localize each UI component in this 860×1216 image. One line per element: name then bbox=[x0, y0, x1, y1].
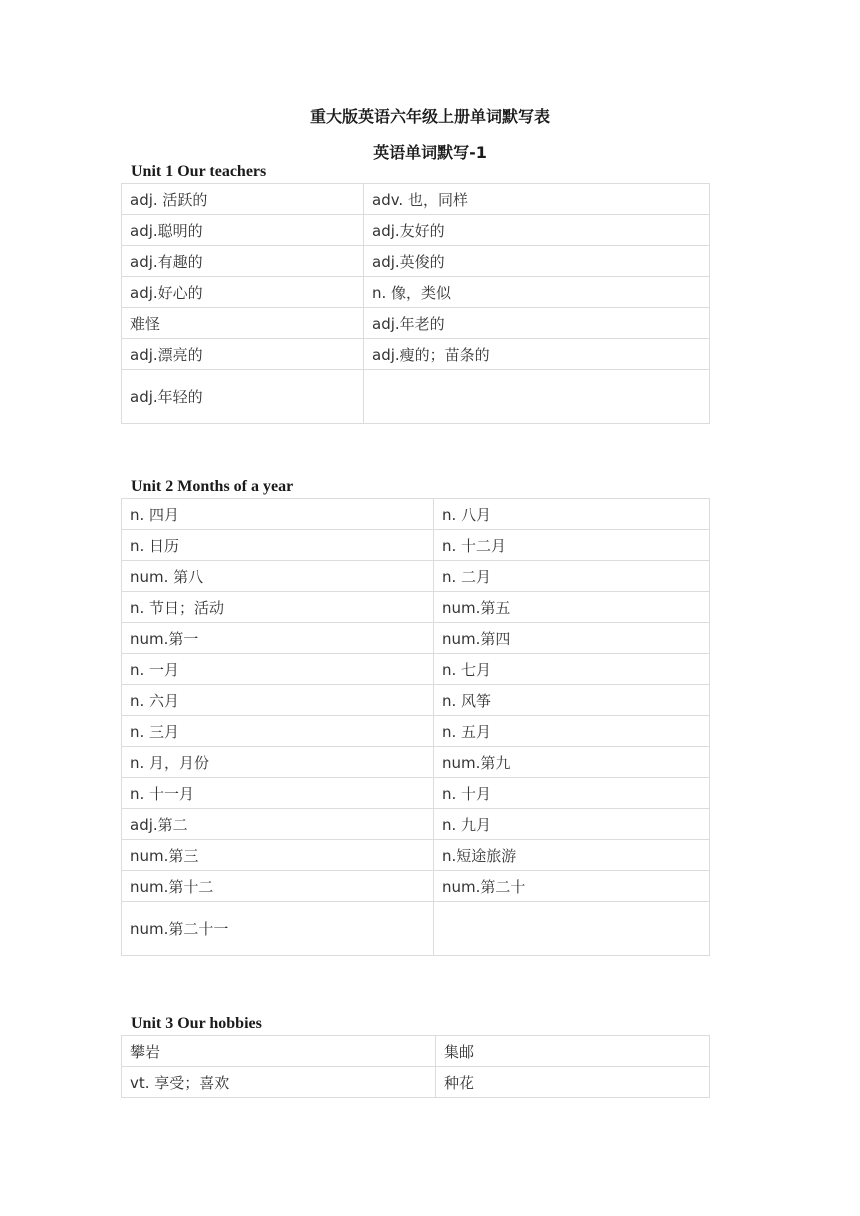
table-row bbox=[122, 1067, 710, 1098]
table-cell: adj.聪明的 bbox=[122, 215, 364, 246]
table-row bbox=[122, 840, 710, 871]
table-row bbox=[122, 308, 710, 339]
table-cell: adj.瘦的；苗条的 bbox=[364, 339, 710, 370]
table-cell: vt. 享受；喜欢 bbox=[122, 1067, 436, 1098]
table-cell: n. 日历 bbox=[122, 530, 434, 561]
table-cell: adj.第二 bbox=[122, 809, 434, 840]
table-cell: num.第三 bbox=[122, 840, 434, 871]
table-cell: n. 三月 bbox=[122, 716, 434, 747]
table-cell: adj.好心的 bbox=[122, 277, 364, 308]
table-cell: num.第五 bbox=[434, 592, 710, 623]
table-row bbox=[122, 685, 710, 716]
table-cell: adj.漂亮的 bbox=[122, 339, 364, 370]
table-row bbox=[122, 871, 710, 902]
table-cell: adj. 活跃的 bbox=[122, 184, 364, 215]
table-cell: n. 十月 bbox=[434, 778, 710, 809]
table-cell: n. 一月 bbox=[122, 654, 434, 685]
table-cell: num.第十二 bbox=[122, 871, 434, 902]
table-cell: n. 八月 bbox=[434, 499, 710, 530]
table-cell: n. 五月 bbox=[434, 716, 710, 747]
table-cell: n. 像，类似 bbox=[364, 277, 710, 308]
table-row bbox=[122, 370, 710, 424]
table-cell: num.第九 bbox=[434, 747, 710, 778]
unit-3-heading: Unit 3 Our hobbies bbox=[131, 1015, 262, 1032]
document-title: 重大版英语六年级上册单词默写表 bbox=[309, 107, 550, 126]
table-row bbox=[122, 902, 710, 956]
unit-2-vocab-table bbox=[121, 498, 710, 956]
unit-3-vocab-table bbox=[121, 1035, 710, 1098]
table-cell: n. 十一月 bbox=[122, 778, 434, 809]
table-row bbox=[122, 654, 710, 685]
table-row bbox=[122, 561, 710, 592]
table-row bbox=[122, 499, 710, 530]
table-row bbox=[122, 592, 710, 623]
table-cell: num.第一 bbox=[122, 623, 434, 654]
unit-1-heading: Unit 1 Our teachers bbox=[131, 163, 267, 180]
table-cell: adj.年老的 bbox=[364, 308, 710, 339]
table-cell: 集邮 bbox=[436, 1036, 710, 1067]
table-cell: n. 四月 bbox=[122, 499, 434, 530]
table-row bbox=[122, 716, 710, 747]
table-row bbox=[122, 246, 710, 277]
table-cell: num.第二十一 bbox=[122, 902, 434, 956]
table-cell: n. 七月 bbox=[434, 654, 710, 685]
table-row bbox=[122, 1036, 710, 1067]
table-row bbox=[122, 530, 710, 561]
table-cell: adj.年轻的 bbox=[122, 370, 364, 424]
table-cell-blank bbox=[434, 902, 710, 956]
table-cell: n.短途旅游 bbox=[434, 840, 710, 871]
table-cell: n. 十二月 bbox=[434, 530, 710, 561]
table-row bbox=[122, 747, 710, 778]
table-cell: adv. 也，同样 bbox=[364, 184, 710, 215]
table-cell: num.第四 bbox=[434, 623, 710, 654]
table-cell: n. 九月 bbox=[434, 809, 710, 840]
table-row bbox=[122, 623, 710, 654]
table-cell: n. 月，月份 bbox=[122, 747, 434, 778]
table-cell-blank bbox=[364, 370, 710, 424]
table-cell: num. 第八 bbox=[122, 561, 434, 592]
table-cell: n. 节日；活动 bbox=[122, 592, 434, 623]
table-cell: n. 风筝 bbox=[434, 685, 710, 716]
table-row bbox=[122, 277, 710, 308]
unit-1-vocab-table bbox=[121, 183, 710, 424]
table-cell: 种花 bbox=[436, 1067, 710, 1098]
document-subtitle: 英语单词默写-1 bbox=[373, 143, 487, 162]
unit-2-heading: Unit 2 Months of a year bbox=[131, 478, 294, 495]
table-cell: n. 六月 bbox=[122, 685, 434, 716]
table-row bbox=[122, 809, 710, 840]
table-cell: num.第二十 bbox=[434, 871, 710, 902]
table-cell: adj.友好的 bbox=[364, 215, 710, 246]
table-row bbox=[122, 215, 710, 246]
table-row bbox=[122, 184, 710, 215]
table-cell: adj.有趣的 bbox=[122, 246, 364, 277]
table-row bbox=[122, 778, 710, 809]
table-row bbox=[122, 339, 710, 370]
table-cell: adj.英俊的 bbox=[364, 246, 710, 277]
table-cell: n. 二月 bbox=[434, 561, 710, 592]
table-cell: 攀岩 bbox=[122, 1036, 436, 1067]
table-cell: 难怪 bbox=[122, 308, 364, 339]
